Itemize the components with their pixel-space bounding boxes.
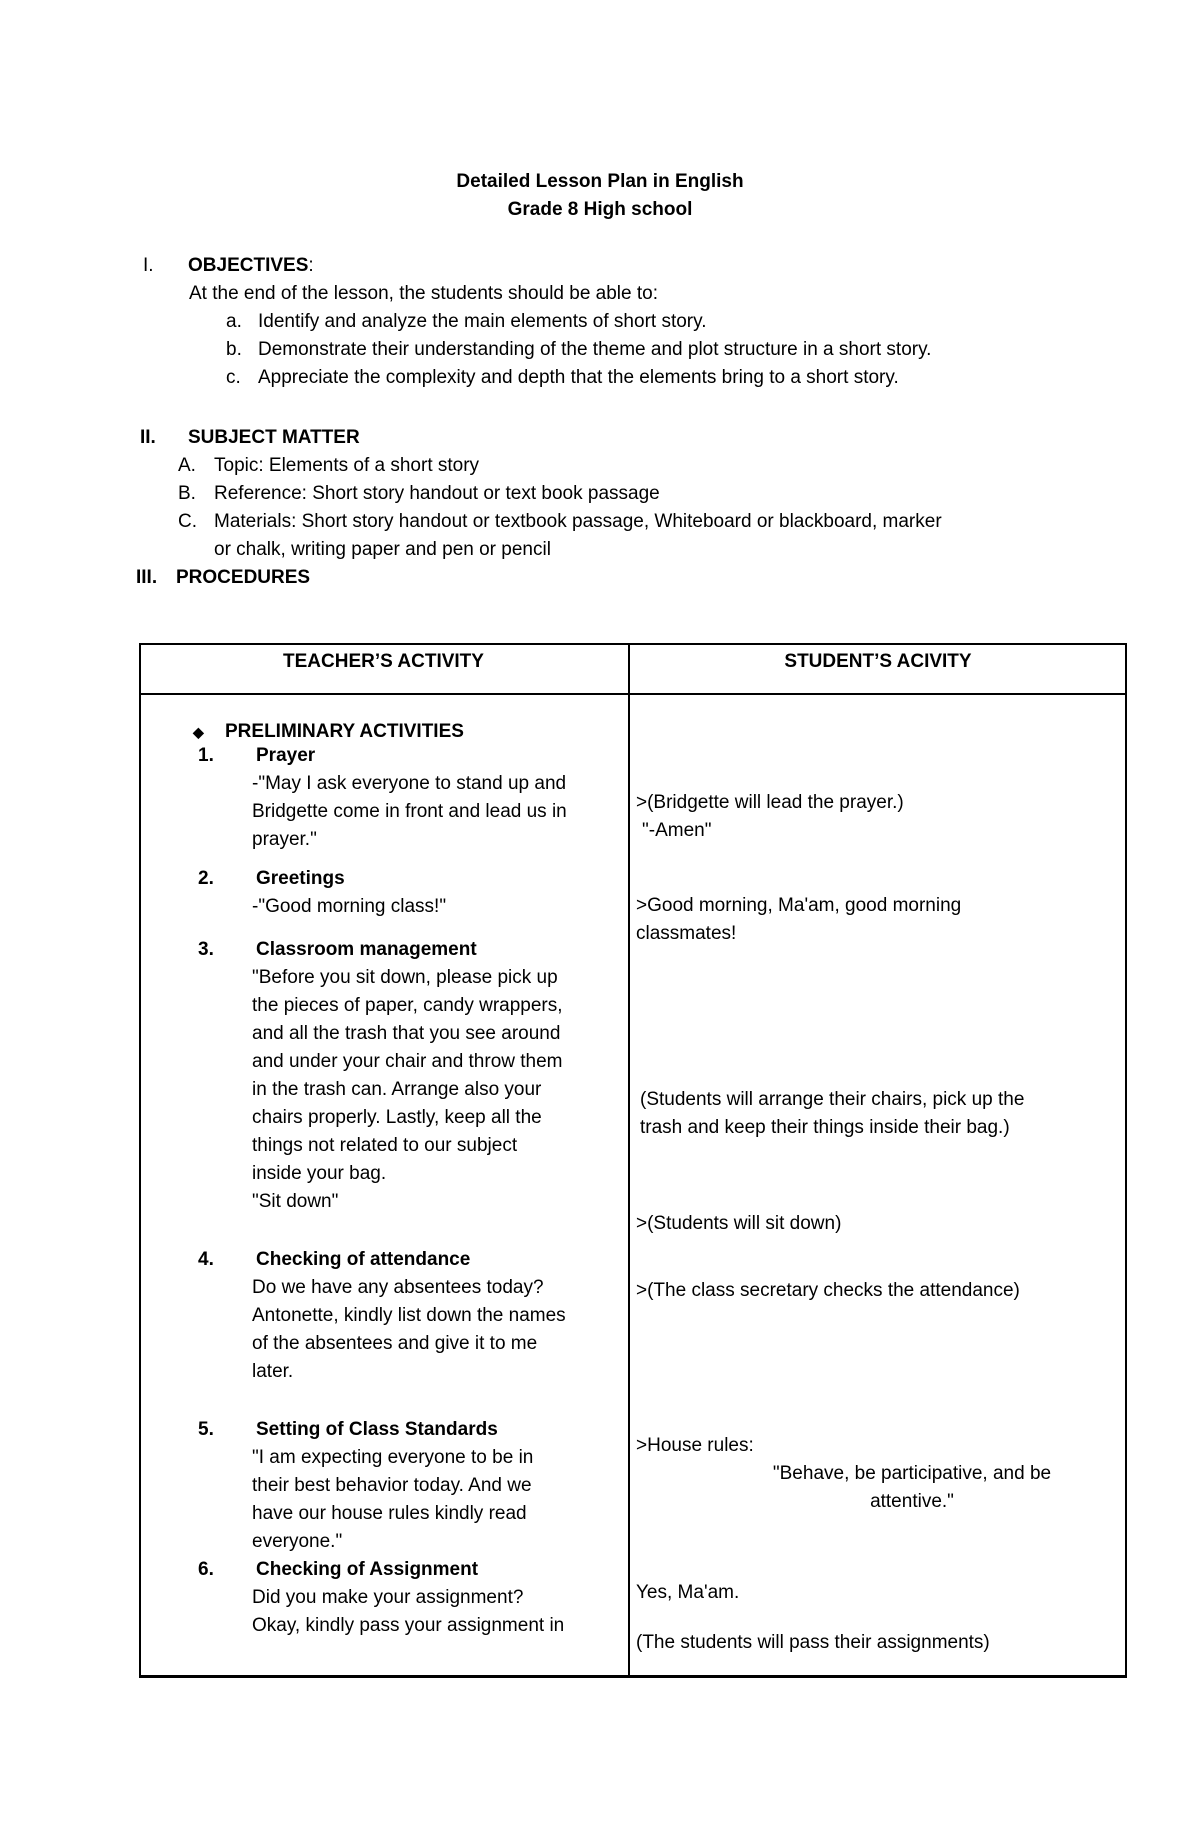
teacher-item-1-line: -"May I ask everyone to stand up and bbox=[252, 773, 567, 794]
teacher-item-3-line: "Sit down" bbox=[252, 1191, 339, 1212]
table-header-separator bbox=[141, 693, 1125, 695]
teacher-item-1-title: Prayer bbox=[256, 745, 316, 766]
teacher-item-3-line: and under your chair and throw them bbox=[252, 1051, 563, 1072]
student-response-sit-down: >(Students will sit down) bbox=[636, 1213, 842, 1234]
table-column-divider bbox=[628, 645, 630, 1675]
house-rules-quote-line1: "Behave, be participative, and be bbox=[772, 1463, 1052, 1484]
teacher-item-4-title: Checking of attendance bbox=[256, 1249, 471, 1270]
teacher-item-3-title: Classroom management bbox=[256, 939, 477, 960]
teacher-item-5-line: everyone." bbox=[252, 1531, 343, 1552]
teacher-item-4-line: Antonette, kindly list down the names bbox=[252, 1305, 566, 1326]
table-header-student-activity: STUDENT’S ACIVITY bbox=[784, 651, 972, 672]
student-response-pass-assignments: (The students will pass their assignments) bbox=[636, 1632, 990, 1653]
student-response-greeting-line2: classmates! bbox=[636, 923, 737, 944]
student-response-cleanup-line2: trash and keep their things inside their bag.) bbox=[640, 1117, 1010, 1138]
teacher-item-6-title: Checking of Assignment bbox=[256, 1559, 479, 1580]
teacher-item-5-title: Setting of Class Standards bbox=[256, 1419, 498, 1440]
diamond-bullet-icon: ◆ bbox=[193, 724, 204, 740]
subject-matter-item-c-line2: or chalk, writing paper and pen or pencil bbox=[214, 539, 551, 560]
objectives-intro: At the end of the lesson, the students should be able to: bbox=[189, 283, 658, 304]
teacher-item-1-number: 1. bbox=[198, 745, 214, 766]
subject-matter-heading: SUBJECT MATTER bbox=[188, 427, 360, 448]
objectives-heading bbox=[188, 252, 314, 280]
student-response-yes-maam: Yes, Ma'am. bbox=[636, 1582, 740, 1603]
student-response-prayer-line1: >(Bridgette will lead the prayer.) bbox=[636, 792, 904, 813]
teacher-item-2-number: 2. bbox=[198, 868, 214, 889]
teacher-item-4-number: 4. bbox=[198, 1249, 214, 1270]
objectives-item-c-text: Appreciate the complexity and depth that the elements bring to a short story. bbox=[258, 367, 899, 388]
teacher-item-4-line: of the absentees and give it to me bbox=[252, 1333, 538, 1354]
teacher-item-3-line: and all the trash that you see around bbox=[252, 1023, 561, 1044]
objectives-heading-text: OBJECTIVES bbox=[188, 255, 309, 276]
teacher-item-3-line: things not related to our subject bbox=[252, 1135, 518, 1156]
teacher-item-3-line: "Before you sit down, please pick up bbox=[252, 967, 558, 988]
document-title-line1: Detailed Lesson Plan in English bbox=[456, 171, 744, 192]
subject-matter-item-a-label: A. bbox=[178, 455, 196, 476]
teacher-item-3-line: in the trash can. Arrange also your bbox=[252, 1079, 542, 1100]
teacher-item-3-line: the pieces of paper, candy wrappers, bbox=[252, 995, 563, 1016]
objectives-heading-colon: : bbox=[308, 255, 314, 276]
subject-matter-item-a-text: Topic: Elements of a short story bbox=[214, 455, 480, 476]
teacher-item-2-title: Greetings bbox=[256, 868, 345, 889]
objectives-item-b-text: Demonstrate their understanding of the theme and plot structure in a short story. bbox=[258, 339, 932, 360]
procedures-heading: PROCEDURES bbox=[176, 567, 311, 588]
procedures-numeral: III. bbox=[136, 567, 158, 588]
student-response-cleanup-line1: (Students will arrange their chairs, pick up the bbox=[640, 1089, 1025, 1110]
teacher-item-2-line: -"Good morning class!" bbox=[252, 896, 447, 917]
teacher-item-1-line: Bridgette come in front and lead us in bbox=[252, 801, 567, 822]
teacher-item-6-number: 6. bbox=[198, 1559, 214, 1580]
objectives-item-b-label: b. bbox=[226, 339, 242, 360]
house-rules-quote-line2: attentive." bbox=[870, 1491, 954, 1512]
teacher-item-6-line: Okay, kindly pass your assignment in bbox=[252, 1615, 565, 1636]
preliminary-activities-heading: PRELIMINARY ACTIVITIES bbox=[225, 721, 464, 742]
teacher-item-1-line: prayer." bbox=[252, 829, 317, 850]
student-response-attendance: >(The class secretary checks the attendance) bbox=[636, 1280, 1020, 1301]
student-response-prayer-line2: "-Amen" bbox=[642, 820, 712, 841]
subject-matter-item-b-text: Reference: Short story handout or text book passage bbox=[214, 483, 660, 504]
teacher-item-5-line: "I am expecting everyone to be in bbox=[252, 1447, 534, 1468]
objectives-item-c-label: c. bbox=[226, 367, 241, 388]
teacher-item-4-line: Do we have any absentees today? bbox=[252, 1277, 544, 1298]
objectives-numeral: I. bbox=[143, 255, 154, 276]
teacher-item-3-line: inside your bag. bbox=[252, 1163, 387, 1184]
objectives-item-a-label: a. bbox=[226, 311, 242, 332]
student-response-house-rules: >House rules: bbox=[636, 1435, 754, 1456]
teacher-item-5-line: have our house rules kindly read bbox=[252, 1503, 527, 1524]
student-response-greeting-line1: >Good morning, Ma'am, good morning bbox=[636, 895, 962, 916]
subject-matter-item-b-label: B. bbox=[178, 483, 196, 504]
teacher-item-5-line: their best behavior today. And we bbox=[252, 1475, 532, 1496]
document-title-line2: Grade 8 High school bbox=[507, 199, 693, 220]
teacher-item-6-line: Did you make your assignment? bbox=[252, 1587, 524, 1608]
table-header-teacher-activity: TEACHER’S ACTIVITY bbox=[283, 651, 484, 672]
subject-matter-item-c-line1: Materials: Short story handout or textbook passage, Whiteboard or blackboard, marker bbox=[214, 511, 942, 532]
teacher-item-5-number: 5. bbox=[198, 1419, 214, 1440]
objectives-item-a-text: Identify and analyze the main elements of short story. bbox=[258, 311, 707, 332]
teacher-item-3-line: chairs properly. Lastly, keep all the bbox=[252, 1107, 542, 1128]
teacher-item-3-number: 3. bbox=[198, 939, 214, 960]
subject-matter-numeral: II. bbox=[140, 427, 156, 448]
subject-matter-item-c-label: C. bbox=[178, 511, 197, 532]
teacher-item-4-line: later. bbox=[252, 1361, 294, 1382]
